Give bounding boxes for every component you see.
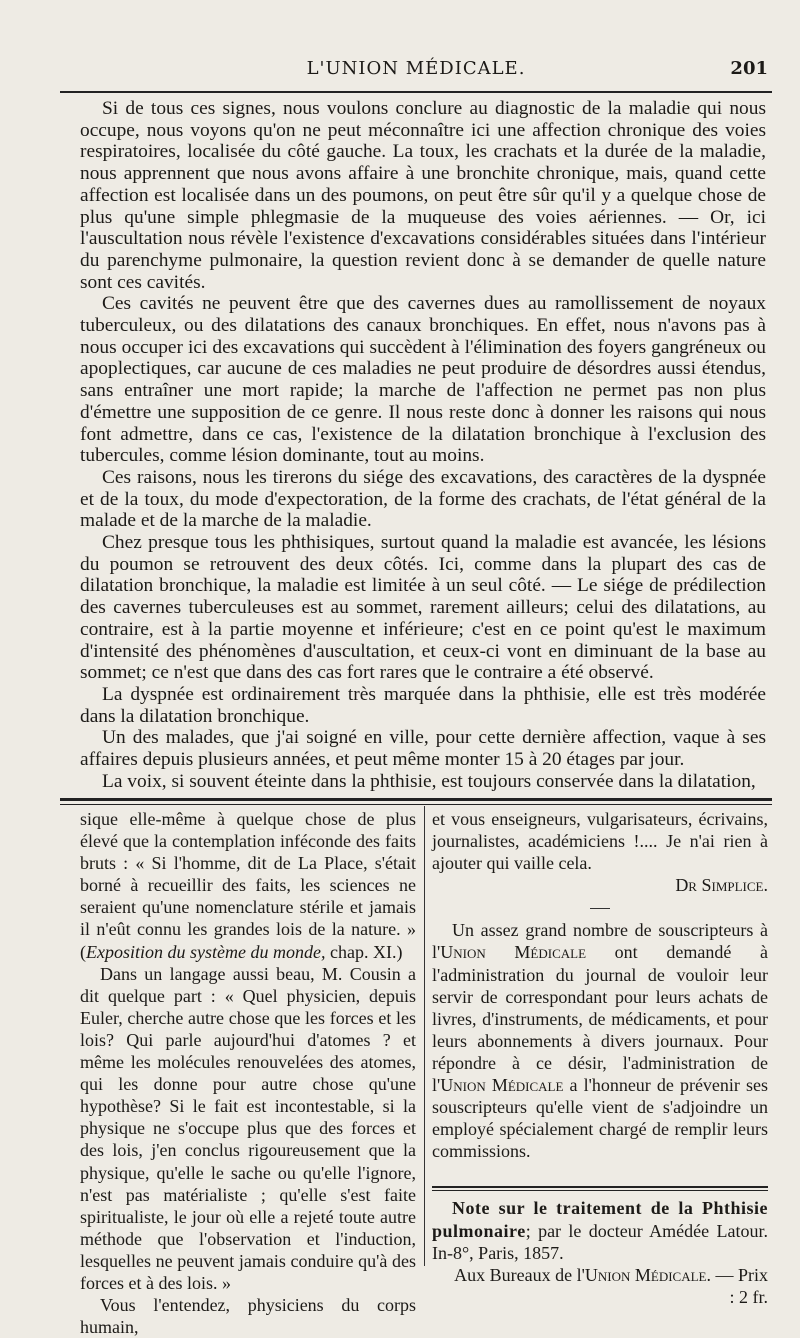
- main-article-text: [80, 98, 766, 793]
- paragraph: La dyspnée est ordinairement très marquée dans la phthisie, elle est très modérée dans la dilatation bronchique.: [80, 683, 766, 727]
- notice-divider-thin: [432, 1190, 768, 1191]
- notice-divider-thick: [432, 1186, 768, 1188]
- text-run: sique elle-même à quelque chose de plus élevé que la contemplation inféconde des faits bruts : « Si l'homme, dit de La Place, s'était borné à recueillir des faits, les sciences ne seraient qu'une nomenclature stérile et jamais il n'eût connu les grandes lois de la nature. » (: [80, 809, 416, 962]
- header-rule: [60, 91, 772, 93]
- price-line: [432, 1264, 768, 1308]
- paragraph: Un des malades, que j'ai soigné en ville, pour cette dernière affection, vaque à ses affaires depuis plusieurs années, et peut même monter 15 à 20 étages par jour.: [80, 727, 766, 771]
- paragraph: Ces raisons, nous les tirerons du siége des excavations, des caractères de la dyspnée et de la toux, du mode d'expectoration, de la forme des crachats, de l'état général de la malade et de la marche de la maladie.: [80, 466, 766, 532]
- author-signature: Dr Simplice.: [675, 875, 768, 896]
- text-run: . — Prix : 2 fr.: [706, 1264, 768, 1307]
- text-run: chap. XI.): [325, 941, 403, 962]
- text-run: ; par le docteur Amédée Latour. In-8°, Paris, 1857.: [432, 1220, 768, 1263]
- column-separator: [424, 806, 425, 1266]
- text-run: a l'honneur de prévenir ses souscripteurs qu'elle vient de s'adjoindre un employé spécialement chargé de remplir leurs commissions.: [432, 1075, 768, 1162]
- feuilleton-right-column: [432, 808, 768, 1308]
- book-notice: [432, 1197, 768, 1263]
- running-header: [60, 52, 772, 86]
- journal-name: Union Médicale: [584, 1264, 707, 1285]
- paragraph: Ces cavités ne peuvent être que des cavernes dues au ramollissement de noyaux tuberculeux, ou des dilatations des canaux bronchiques. En effet, nous n'avons pas à nous occuper ici des excavations qui succèdent à l'élimination des foyers gangréneux ou apoplectiques, car aucune de ces maladies ne peut produire de désordres aussi étendus, sans entraîner une mort rapide; la marche de l'affection ne permet pas non plus d'émettre une supposition de ce genre. Il nous reste donc à donner les raisons qui nous font admettre, dans ce cas, l'existence de la dilatation bronchique à l'exclusion des tubercules, comme lésion dominante, tout au moins.: [80, 293, 766, 467]
- paragraph: Dans un langage aussi beau, M. Cousin a dit quelque part : « Quel physicien, depuis Euler, cherche autre chose que les forces et les lois? Qui parle aujourd'hui d'atomes ? et même les molécules renouvelées des atomes, qui les donne pour autre chose qu'une hypothèse? Si le fait est incontestable, si la physique ne s'occupe plus que des forces et des lois, j'en conclus rigoureusement que la physique, qu'elle le sache ou qu'elle l'ignore, n'est pas matérialiste ; qu'elle s'est faite spiritualiste, le jour où elle a rejeté toute autre méthode que l'observation et l'induction, lesquelles ne peuvent jamais conduire qu'à des forces et à des lois. »: [80, 963, 416, 1293]
- short-divider: [590, 908, 610, 909]
- paragraph: [80, 808, 416, 963]
- paragraph: et vous enseigneurs, vulgarisateurs, écrivains, journalistes, académiciens !.... Je n'ai rien à ajouter qui vaille cela.: [432, 809, 768, 874]
- paragraph: Si de tous ces signes, nous voulons conclure au diagnostic de la maladie qui nous occupe, nous voyons qu'on ne peut méconnaître ici une affection chronique des voies respiratoires, localisée du côté gauche. La toux, les crachats et la durée de la maladie, nous apprennent que nous avons affaire à une bronchite chronique, mais, quand cette affection est localisée dans un des poumons, on peut être sûr qu'il y a quelque chose de plus qu'une simple phlegmasie de la muqueuse des voies aériennes. — Or, ici l'auscultation nous révèle l'existence d'excavations considérables situées dans l'intérieur du parenchyme pulmonaire, la question revient donc à se demander de quelle nature sont ces cavités.: [80, 98, 766, 293]
- text-run: Aux Bureaux de l': [454, 1264, 585, 1285]
- notice-paragraph: [432, 919, 768, 1162]
- feuilleton-left-column: [80, 808, 416, 1338]
- text-run: ont demandé à l'administration du journal de vouloir leur servir de correspondant pour leurs achats de livres, d'instruments, de médicaments, et pour leurs abonnements à divers journaux. Pour répondre à ce désir, l'administration de l': [432, 942, 768, 1096]
- journal-name: Union Médicale: [440, 942, 587, 963]
- italic-citation: Exposition du système du monde,: [86, 941, 326, 962]
- text-run: Un assez grand nombre de souscripteurs à l': [432, 920, 768, 963]
- section-divider-thin: [60, 804, 772, 805]
- book-title: Note sur le traitement de la Phthisie pulmonaire: [432, 1198, 768, 1241]
- page-number: 201: [730, 58, 768, 79]
- paragraph: Chez presque tous les phthisiques, surtout quand la maladie est avancée, les lésions du poumon se retrouvent des deux côtés. Ici, comme dans la plupart des cas de dilatation bronchique, la maladie est limitée à un seul côté. — Le siége de prédilection des cavernes tuberculeuses est au sommet, rarement ailleurs; celui des dilatations, au contraire, est à la partie moyenne et inférieure; c'est en ce point qu'est le maximum d'intensité des phénomènes d'auscultation, et ceux-ci vont en diminuant de la base au sommet; ce n'est que dans des cas fort rares que le contraire a été observé.: [80, 532, 766, 684]
- section-divider-thick: [60, 798, 772, 801]
- journal-name: Union Médicale: [440, 1075, 564, 1096]
- paragraph: Vous l'entendez, physiciens du corps humain,: [80, 1295, 416, 1338]
- journal-title: L'UNION MÉDICALE.: [306, 58, 526, 79]
- paragraph: La voix, si souvent éteinte dans la phthisie, est toujours conservée dans la dilatation,: [102, 770, 756, 792]
